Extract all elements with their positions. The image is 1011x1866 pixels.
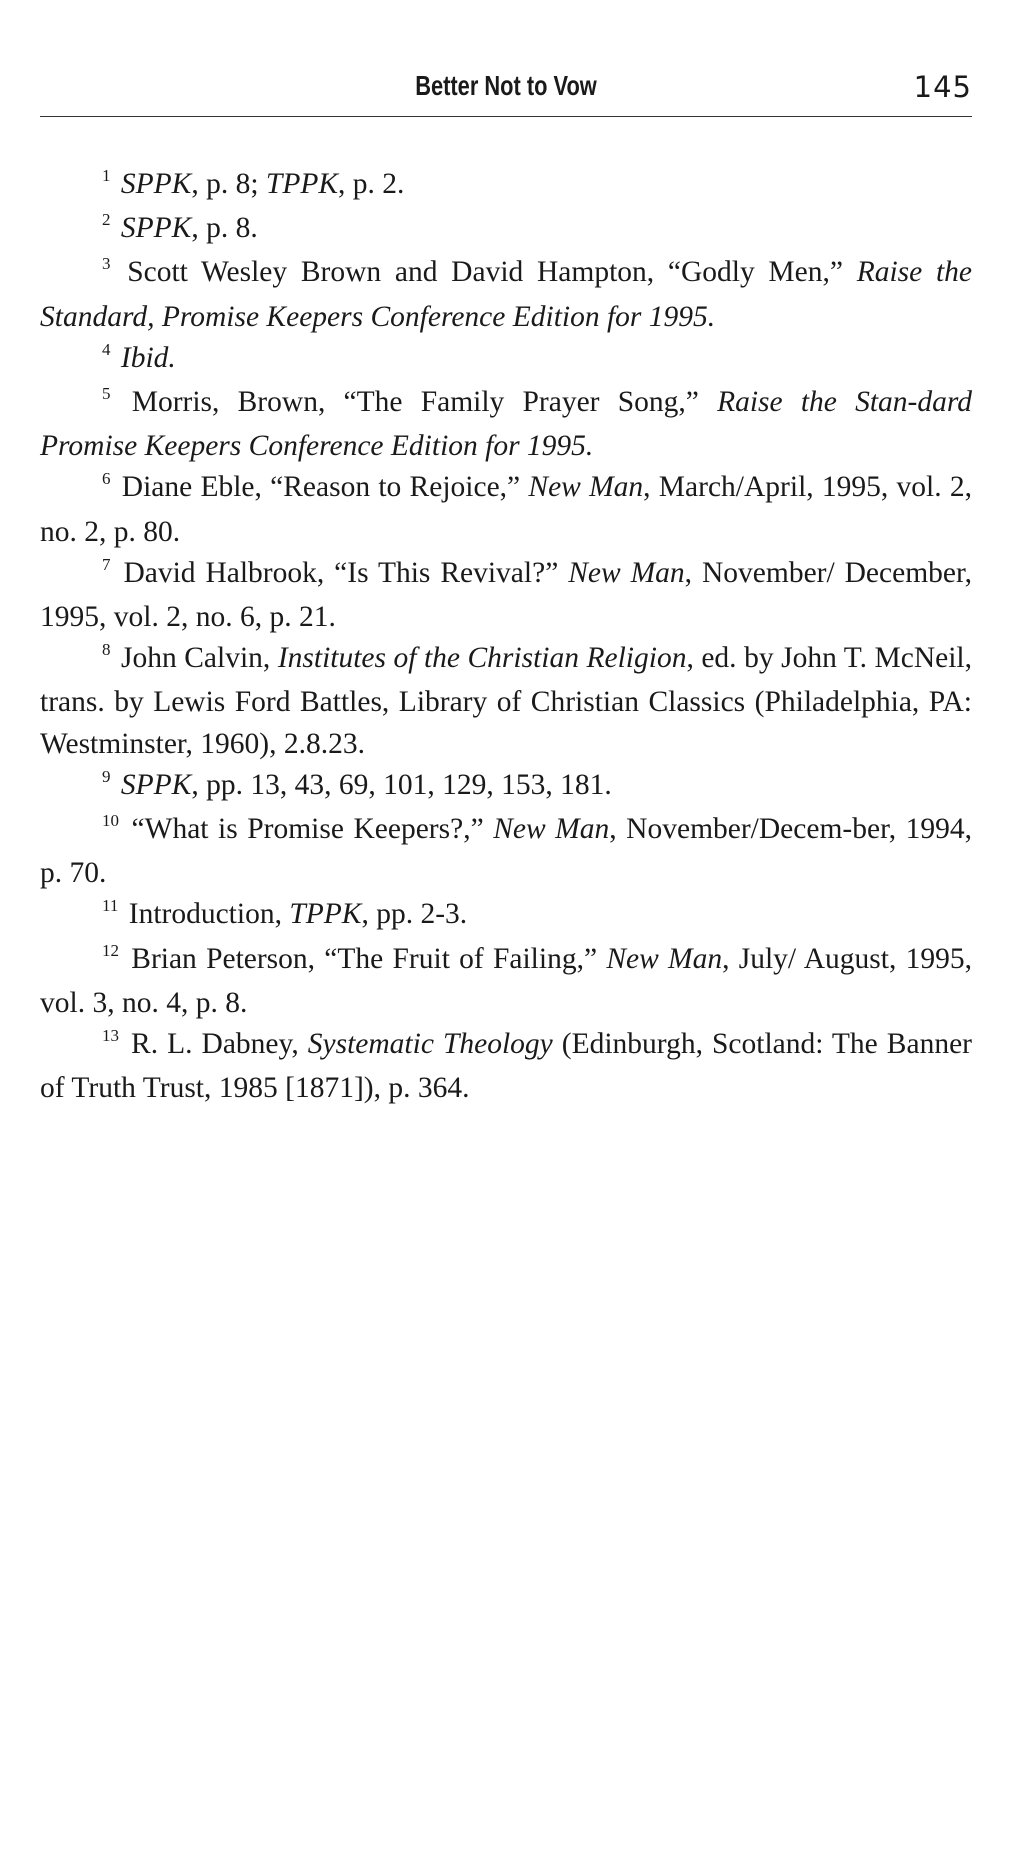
endnote: [40, 939, 972, 1024]
note-number: 4: [102, 339, 111, 359]
note-number: 6: [102, 469, 111, 489]
endnote: [40, 252, 972, 337]
note-title-italic: TPPK: [265, 168, 339, 200]
note-title-italic: Ibid.: [120, 341, 176, 374]
note-text: Brian Peterson, “The Fruit of Failing,”: [131, 942, 607, 975]
book-page: [40, 0, 972, 1866]
note-title-italic: SPPK: [120, 212, 192, 245]
endnote: [40, 338, 972, 382]
note-title-italic: Raise the Stan-dard Promise Keepers Conference Edition for 1995.: [40, 386, 973, 463]
endnote: [40, 467, 972, 552]
note-title-italic: Systematic Theology: [307, 1028, 553, 1061]
endnote: [40, 382, 972, 467]
endnote: [40, 208, 972, 252]
note-number: 1: [102, 166, 111, 185]
note-number: 5: [102, 384, 111, 404]
note-number: 10: [102, 811, 119, 831]
note-title-italic: New Man: [528, 471, 644, 504]
note-number: 11: [102, 896, 119, 916]
endnote: [40, 1024, 972, 1109]
note-text: R. L. Dabney,: [131, 1028, 308, 1061]
note-text: , July/ August, 1995, vol. 3, no. 4, p. 8.: [40, 942, 972, 1019]
note-text: , p. 8.: [191, 212, 258, 245]
note-text: , p. 2.: [338, 168, 405, 200]
note-text: “What is Promise Keepers?,”: [131, 813, 494, 846]
endnote: [40, 553, 972, 638]
note-text: , March/April, 1995, vol. 2, no. 2, p. 80.: [40, 471, 972, 548]
note-title-italic: Institutes of the Christian Religion: [277, 642, 687, 675]
endnotes-list: [40, 164, 972, 1109]
endnote: [40, 164, 972, 208]
note-title-italic: SPPK: [120, 768, 192, 801]
note-number: 12: [102, 940, 119, 960]
note-number: 2: [102, 210, 111, 230]
note-number: 8: [102, 640, 111, 660]
note-title-italic: New Man: [568, 556, 685, 589]
note-number: 3: [102, 254, 111, 274]
note-text: , November/ December, 1995, vol. 2, no. 6, p. 21.: [40, 556, 972, 634]
endnote: [40, 809, 972, 894]
note-title-italic: New Man: [606, 942, 723, 975]
note-title-italic: New Man: [493, 813, 610, 846]
note-text: , pp. 13, 43, 69, 101, 129, 153, 181.: [191, 768, 612, 801]
note-number: 9: [102, 766, 111, 786]
running-header: [40, 66, 972, 117]
note-text: , pp. 2-3.: [361, 898, 468, 931]
note-number: 13: [102, 1026, 119, 1046]
endnote: [40, 638, 972, 765]
note-text: Diane Eble, “Reason to Rejoice,”: [121, 471, 529, 504]
note-text: David Halbrook, “Is This Revival?”: [123, 556, 569, 589]
note-number: 7: [102, 554, 111, 574]
note-text: Introduction,: [128, 898, 290, 931]
endnote: [40, 765, 972, 809]
note-text: Scott Wesley Brown and David Hampton, “Godly Men,”: [127, 256, 857, 289]
note-text: John Calvin,: [121, 642, 278, 675]
note-text: , ed. by John T. McNeil, trans. by Lewis Ford Battles, Library of Christian Classics (Philadelphia, PA: Westminster, 1960), 2.8.23.: [40, 642, 973, 760]
note-title-italic: SPPK: [120, 168, 192, 200]
note-text: , November/Decem-ber, 1994, p. 70.: [40, 813, 972, 890]
note-title-italic: TPPK: [289, 898, 362, 931]
note-title-italic: Raise the Standard, Promise Keepers Conference Edition for 1995.: [40, 256, 972, 333]
note-text: , p. 8;: [191, 168, 266, 200]
page-number: 145: [913, 70, 972, 104]
note-text: (Edinburgh, Scotland: The Banner of Truth Trust, 1985 [1871]), p. 364.: [40, 1028, 972, 1105]
endnote: [40, 894, 972, 938]
running-title: Better Not to Vow: [415, 70, 597, 101]
note-text: Morris, Brown, “The Family Prayer Song,”: [131, 386, 718, 419]
